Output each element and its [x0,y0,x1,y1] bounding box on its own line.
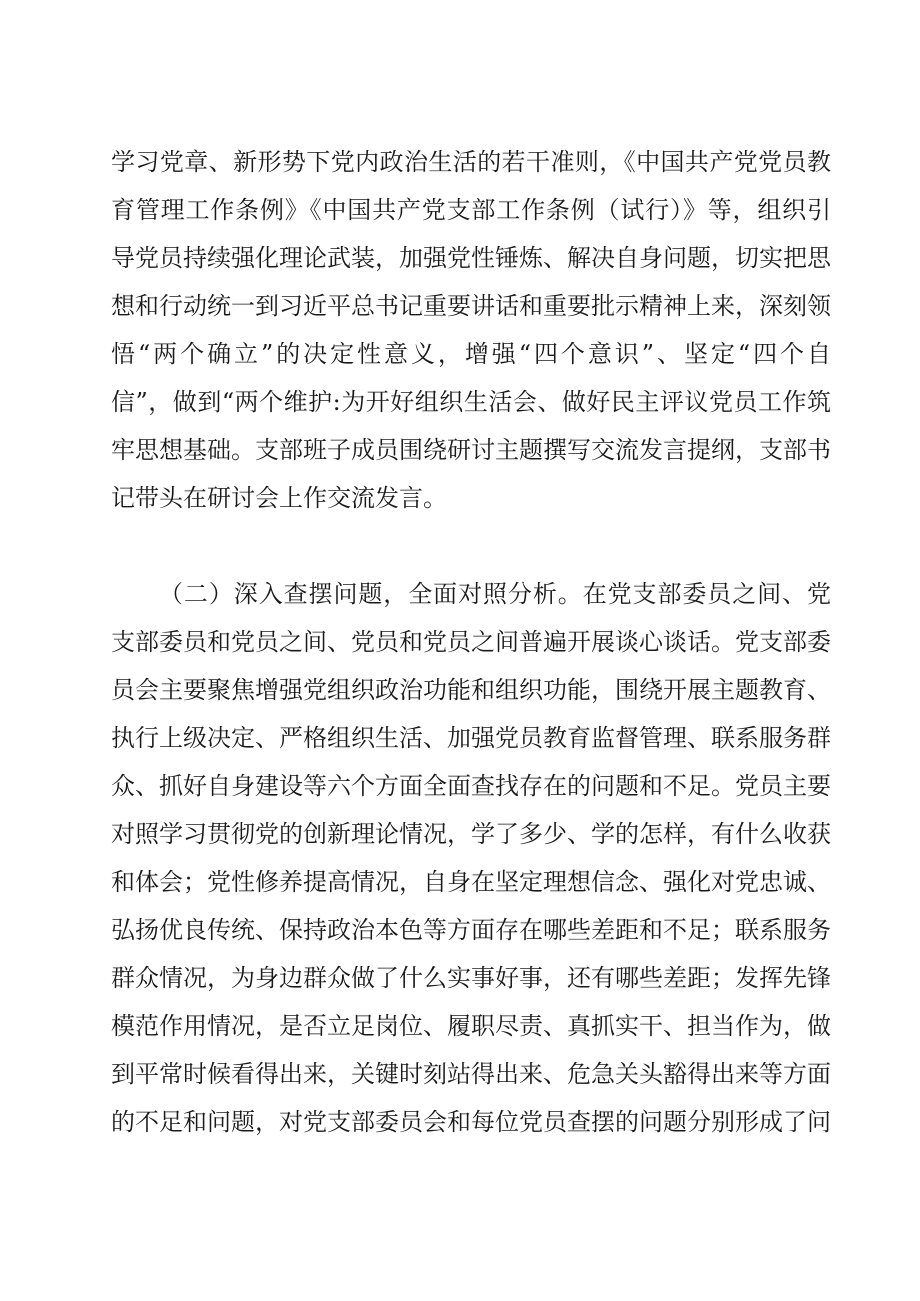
paragraph-line: 模范作用情况，是否立足岗位、履职尽责、真抓实干、担当作为，做 [111,1012,831,1040]
paragraph-line: 员会主要聚焦增强党组织政治功能和组织功能，围绕开展主题教育、 [111,676,831,704]
paragraph-line: 和体会；党性修养提高情况，自身在坚定理想信念、强化对党忠诚、 [111,868,831,896]
paragraph-line: 导党员持续强化理论武装，加强党性锤炼、解决自身问题，切实把思 [111,244,831,272]
paragraph-line: 支部委员和党员之间、党员和党员之间普遍开展谈心谈话。党支部委 [111,628,831,656]
paragraph-line: 执行上级决定、严格组织生活、加强党员教育监督管理、联系服务群 [111,724,831,752]
paragraph-line: 记带头在研讨会上作交流发言。 [111,484,447,512]
paragraph-line: 信”，做到“两个维护:为开好组织生活会、做好民主评议党员工作筑 [111,388,831,416]
paragraph-line: 育管理工作条例》《中国共产党支部工作条例（试行）》等，组织引 [111,196,831,224]
paragraph-line: 想和行动统一到习近平总书记重要讲话和重要批示精神上来，深刻领 [111,292,831,320]
paragraph-line: 到平常时候看得出来，关键时刻站得出来、危急关头豁得出来等方面 [111,1060,831,1088]
paragraph-line: 牢思想基础。支部班子成员围绕研讨主题撰写交流发言提纲，支部书 [111,436,831,464]
paragraph-line: 对照学习贯彻党的创新理论情况，学了多少、学的怎样，有什么收获 [111,820,831,848]
paragraph-line: 悟“两个确立”的决定性意义，增强“四个意识”、坚定“四个自 [111,340,831,368]
paragraph-line: 众、抓好自身建设等六个方面全面查找存在的问题和不足。党员主要 [111,772,831,800]
paragraph-line: 群众情况，为身边群众做了什么实事好事，还有哪些差距；发挥先锋 [111,964,831,992]
paragraph-line: 学习党章、新形势下党内政治生活的若干准则，《中国共产党党员教 [111,148,831,176]
paragraph-study-requirements [111,138,831,522]
paragraph-line: 的不足和问题，对党支部委员会和每位党员查摆的问题分别形成了问 [111,1108,831,1136]
paragraph-line: 弘扬优良传统、保持政治本色等方面存在哪些差距和不足；联系服务 [111,916,831,944]
paragraph-line: （二）深入查摆问题，全面对照分析。在党支部委员之间、党 [159,580,831,608]
paragraph-problem-analysis [111,570,831,1146]
